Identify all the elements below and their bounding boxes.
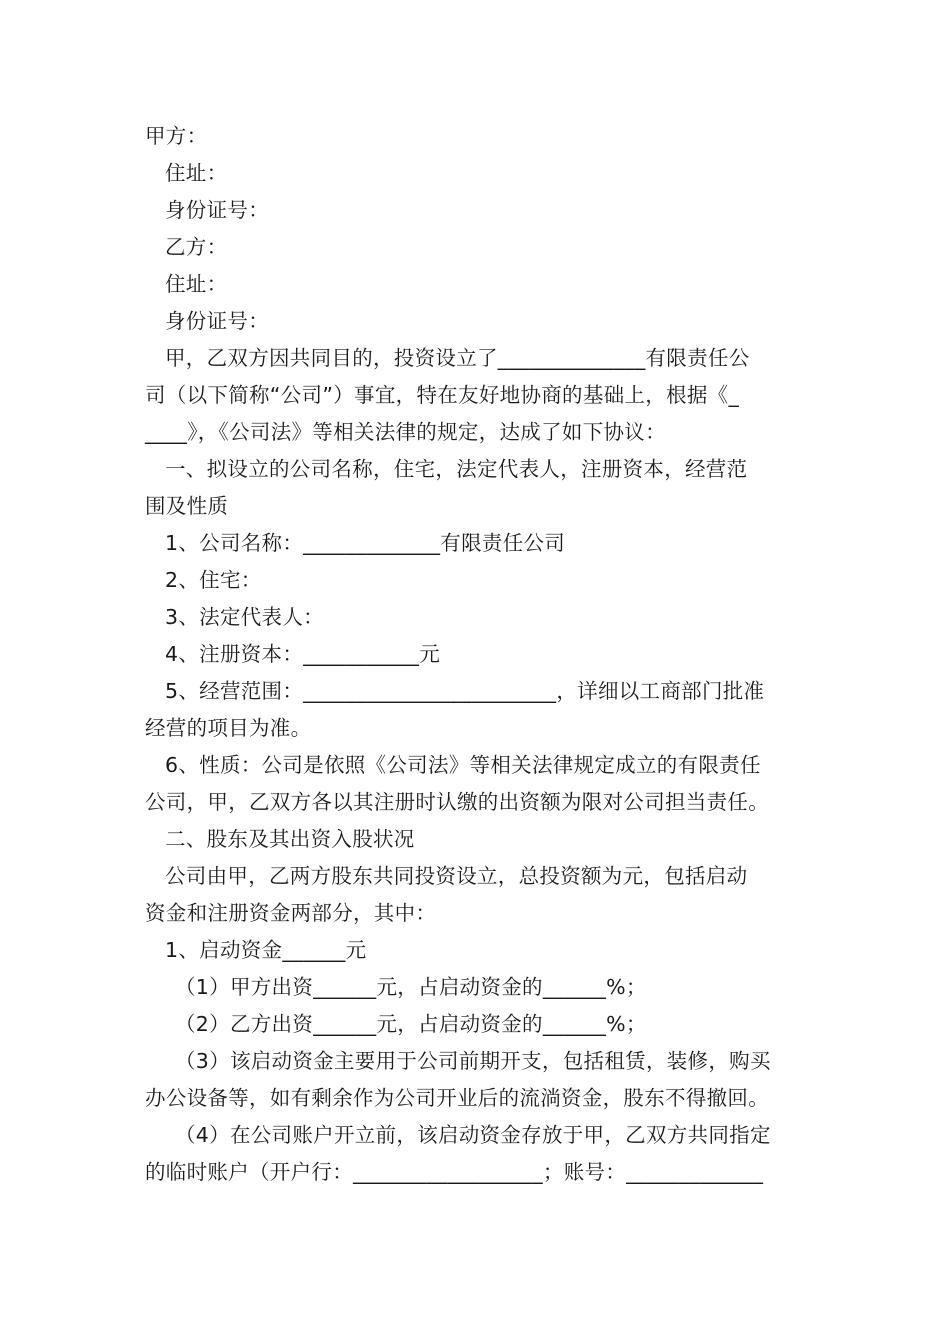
item-registered-capital: 4、注册资本：___________元 <box>165 642 440 666</box>
section-1-heading: 一、拟设立的公司名称，住宅，法定代表人，注册资本，经营范 <box>165 457 748 481</box>
party-a-label: 甲方： <box>145 124 208 148</box>
section-2-heading: 二、股东及其出资入股状况 <box>165 827 415 851</box>
subitem-temp-account: （4）在公司账户开立前，该启动资金存放于甲，乙双方共同指定 <box>175 1123 771 1147</box>
party-a-address: 住址： <box>165 161 228 185</box>
section-2-para-line-2: 资金和注册资金两部分，其中： <box>145 901 437 925</box>
subitem-temp-account-cont: 的临时账户（开户行：__________________；账号：_____________ <box>145 1160 764 1184</box>
item-company-name: 1、公司名称：_____________有限责任公司 <box>165 531 566 555</box>
preamble-line-3: ____》，《公司法》等相关法律的规定，达成了如下协议： <box>145 420 666 444</box>
item-nature: 6、性质：公司是依照《公司法》等相关法律规定成立的有限责任 <box>165 753 761 777</box>
party-a-id-number: 身份证号： <box>165 198 269 222</box>
item-business-scope-cont: 经营的项目为准。 <box>145 716 312 740</box>
section-2-para-line-1: 公司由甲，乙两方股东共同投资设立，总投资额为元，包括启动 <box>165 864 748 888</box>
preamble-line-2: 司（以下简称“公司”）事宜，特在友好地协商的基础上，根据《_ <box>145 383 739 407</box>
item-nature-cont: 公司，甲，乙双方各以其注册时认缴的出资额为限对公司担当责任。 <box>145 790 769 814</box>
party-b-label: 乙方： <box>165 235 228 259</box>
preamble-line-1: 甲，乙双方因共同目的，投资设立了______________有限责任公 <box>165 346 750 370</box>
item-startup-fund: 1、启动资金______元 <box>165 938 367 962</box>
subitem-fund-usage-cont: 办公设备等，如有剩余作为公司开业后的流淌资金，股东不得撤回。 <box>145 1086 769 1110</box>
party-b-address: 住址： <box>165 272 228 296</box>
party-b-id-number: 身份证号： <box>165 309 269 333</box>
subitem-fund-usage: （3）该启动资金主要用于公司前期开支，包括租赁，装修，购买 <box>175 1049 771 1073</box>
subitem-party-a-contribution: （1）甲方出资______元，占启动资金的______%； <box>175 975 647 999</box>
item-residence: 2、住宅： <box>165 568 262 592</box>
subitem-party-b-contribution: （2）乙方出资______元，占启动资金的______%； <box>175 1012 647 1036</box>
item-business-scope: 5、经营范围：________________________，详细以工商部门批准 <box>165 679 765 703</box>
section-1-heading-cont: 围及性质 <box>145 494 229 518</box>
item-legal-representative: 3、法定代表人： <box>165 605 324 629</box>
document-body <box>145 118 810 1191</box>
